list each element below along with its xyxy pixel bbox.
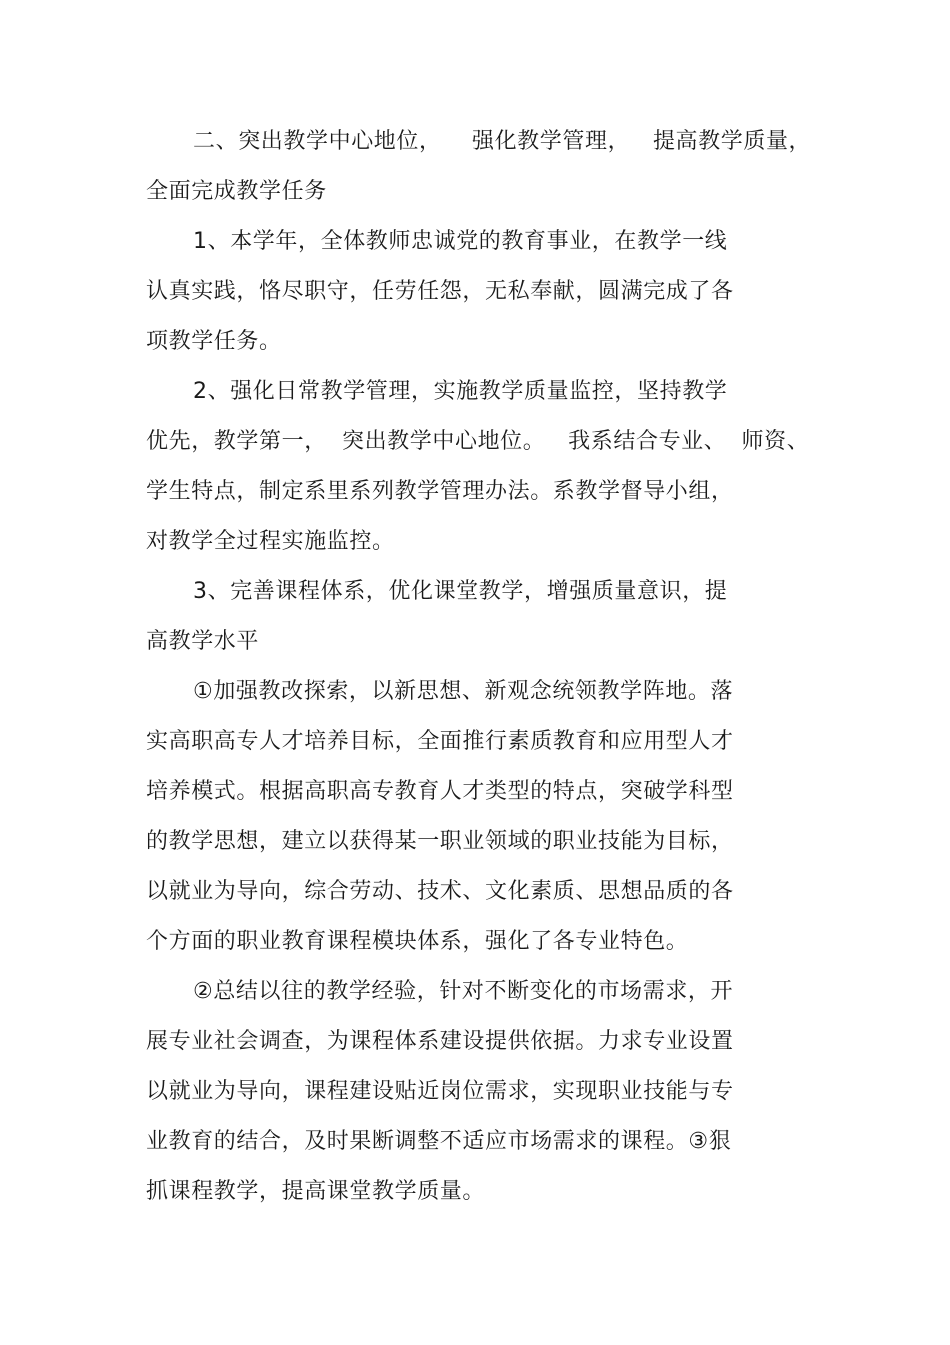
paragraph-4-line-4: 的教学思想，建立以获得某一职业领域的职业技能为目标， bbox=[146, 829, 734, 854]
paragraph-1-line-2: 认真实践，恪尽职守，任劳任怨，无私奉献，圆满完成了各 bbox=[146, 279, 734, 304]
paragraph-2-line-2: 优先，教学第一， 突出教学中心地位。 我系结合专业、 师资、 bbox=[146, 429, 810, 454]
paragraph-5-line-3: 以就业为导向，课程建设贴近岗位需求，实现职业技能与专 bbox=[146, 1079, 734, 1104]
paragraph-2-line-3: 学生特点，制定系里系列教学管理办法。系教学督导小组， bbox=[146, 479, 734, 504]
paragraph-5-line-2: 展专业社会调查，为课程体系建设提供依据。力求专业设置 bbox=[146, 1029, 734, 1054]
paragraph-5-line-5: 抓课程教学，提高课堂教学质量。 bbox=[146, 1179, 486, 1204]
paragraph-4-line-1: ①加强教改探索，以新思想、新观念统领教学阵地。落 bbox=[193, 679, 734, 704]
paragraph-3-line-2: 高教学水平 bbox=[146, 629, 260, 654]
paragraph-4-line-2: 实高职高专人才培养目标，全面推行素质教育和应用型人才 bbox=[146, 729, 734, 754]
paragraph-4-line-6: 个方面的职业教育课程模块体系，强化了各专业特色。 bbox=[146, 929, 689, 954]
paragraph-4-line-3: 培养模式。根据高职高专教育人才类型的特点，突破学科型 bbox=[146, 779, 734, 804]
paragraph-1-line-1: 1、本学年，全体教师忠诚党的教育事业，在教学一线 bbox=[193, 229, 728, 254]
paragraph-2-line-4: 对教学全过程实施监控。 bbox=[146, 529, 395, 554]
section-heading-line-1: 二、突出教学中心地位， 强化教学管理， 提高教学质量， bbox=[193, 129, 812, 154]
paragraph-3-line-1: 3、完善课程体系，优化课堂教学，增强质量意识，提 bbox=[193, 579, 728, 604]
paragraph-5-line-4: 业教育的结合，及时果断调整不适应市场需求的课程。③狠 bbox=[146, 1129, 732, 1154]
paragraph-2-line-1: 2、强化日常教学管理，实施教学质量监控，坚持教学 bbox=[193, 379, 728, 404]
paragraph-5-line-1: ②总结以往的教学经验，针对不断变化的市场需求，开 bbox=[193, 979, 734, 1004]
paragraph-1-line-3: 项教学任务。 bbox=[146, 329, 282, 354]
paragraph-4-line-5: 以就业为导向，综合劳动、技术、文化素质、思想品质的各 bbox=[146, 879, 734, 904]
section-heading-line-2: 全面完成教学任务 bbox=[146, 179, 327, 204]
